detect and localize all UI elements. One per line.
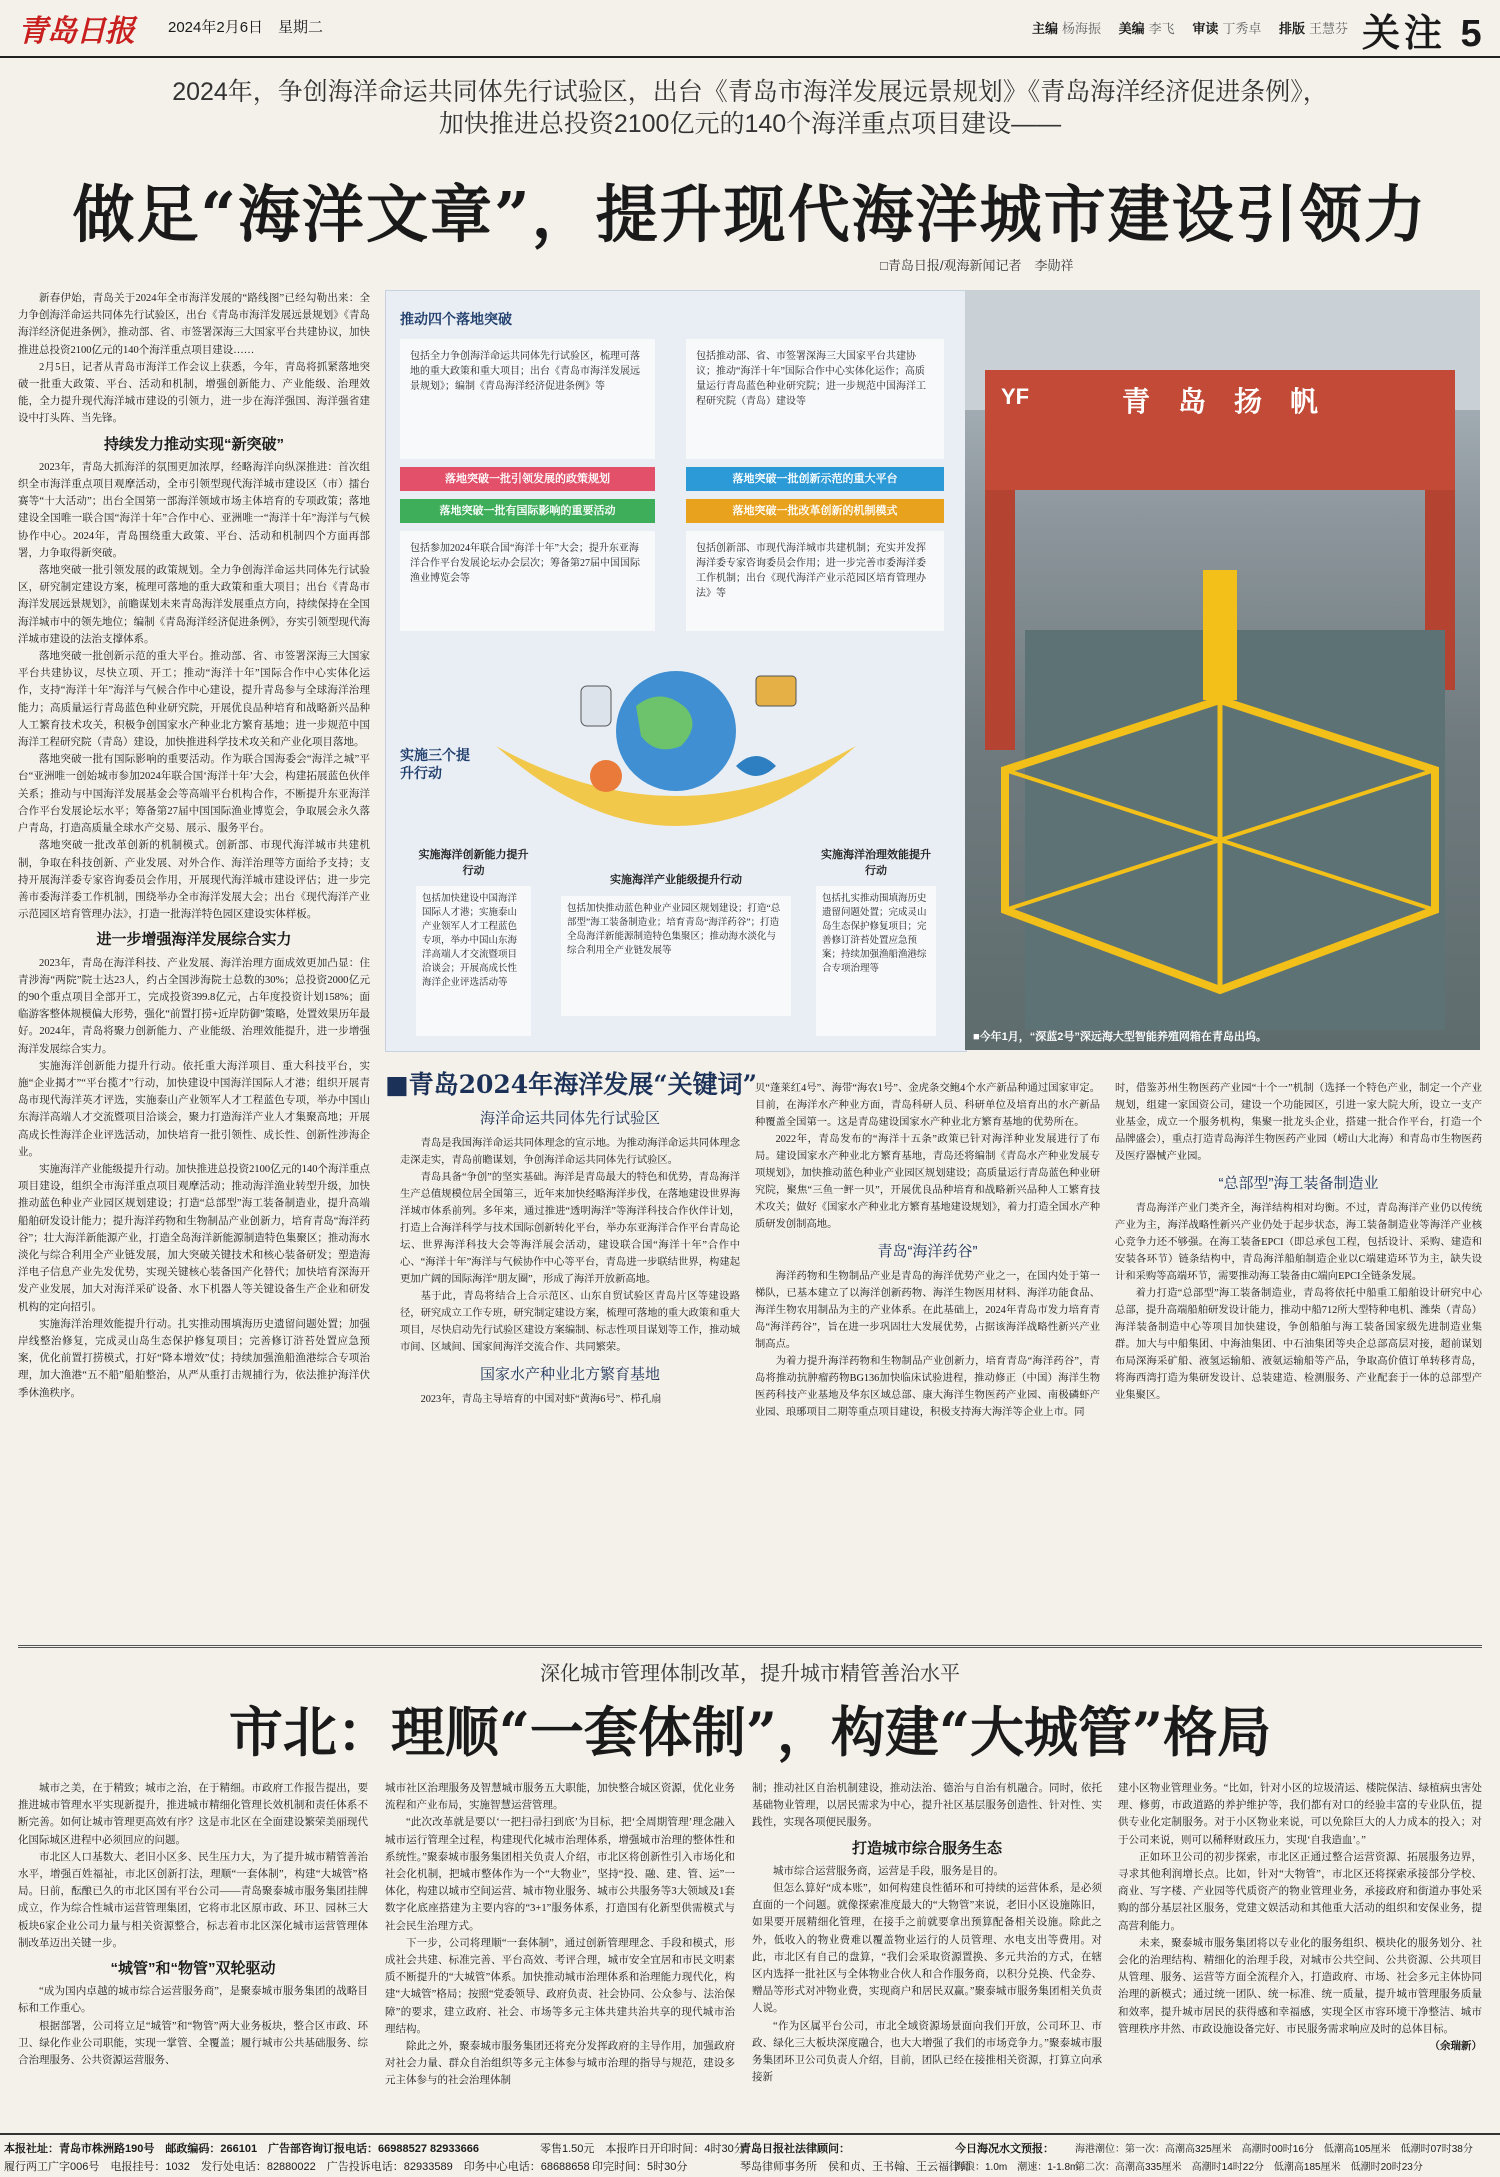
- breakthrough-bar-mechanism: 落地突破一批改革创新的机制模式: [686, 499, 944, 523]
- breakthrough-bar-activity: 落地突破一批有国际影响的重要活动: [400, 499, 655, 523]
- footer-tide-2: 第二次：高潮高335厘米 高潮时14时22分 低潮高185厘米 低潮时20时23分: [1075, 2162, 1423, 2173]
- paragraph: 青岛具备“争创”的坚实基础。海洋是青岛最大的特色和优势，青岛海洋生产总值规模位居全国第三，近年来加快经略海洋步伐，在落地建设世界海洋城市体系前列。多年来，通过推进“透明海洋”等海洋科技合作伙伴计划，打造上合海洋科学与技术国际创新转化平台，举办东亚海洋合作平台青岛论坛、世界海洋科技大会等海洋展会活动，建设联合国“海洋十年”合作中心、“海洋十年”海洋与气候协作中心等平台，青岛进一步联结世界，构建起更加广阔的国际海洋“朋友圈”，形成了海洋开放新高地。: [400, 1172, 740, 1285]
- paragraph: 为着力提升海洋药物和生物制品产业创新力，培育青岛“海洋药谷”，青岛将推动抗肿瘤药物BG136加快临床试验进程，推动修正（中国）海洋生物医药科技产业基地及华东区域总部、康大海洋生物医药产业园、南极磷虾产业园、琅琊项目二期等重点项目建设，积极支持海大海洋等企业上市。同: [755, 1356, 1100, 1418]
- paragraph: “成为国内卓越的城市综合运营服务商”，是聚泰城市服务集团的战略目标和工作重心。: [18, 1986, 368, 2015]
- footer-license: 履行两工广字006号 电报挂号：1032 发行处电话：82880022 广告投诉电话：82933589 印务中心电话：68688658: [4, 2161, 590, 2173]
- keyword-subhead: “总部型”海工装备制造业: [1218, 1175, 1379, 1192]
- paragraph: 下一步，公司将理顺“一套体制”，通过创新管理理念、手段和模式，形成社会共建、标准完善、平台高效、考评合理，城市安全宜居和市民文明素质不断提升的“大城管”体系。加快推动城市治理体系和治理能力现代化，构建“大城管”格局；按照“党委领导、政府负责、社会协同、公众参与、法治保障”的要求，建立政府、社会、市场等多元主体共建共治共享的现代城市治理结构。: [385, 1937, 735, 2035]
- keywords-column: [400, 1100, 740, 1635]
- paragraph: 落地突破一批有国际影响的重要活动。作为联合国海委会“海洋之城”平台“亚洲唯一创始城市参加2024年联合国‘海洋十年’大会，构建拓展蓝色伙伴关系；推动与中国海洋发展基金会等高端平台机构合作，不断提升东亚海洋合作平台发展论坛水平；筹备第27届中国国际渔业博览会，争取展会永久落户青岛，打造高质量全球水产交易、展示、服务平台。: [18, 754, 370, 835]
- footer-price: 零售1.50元 本报昨日开印时间：4时30分: [540, 2143, 745, 2155]
- subhead: 持续发力推动实现“新突破”: [103, 435, 284, 453]
- paragraph: 时，借鉴苏州生物医药产业园“十个一”机制（选择一个特色产业，制定一个产业规划，组建一家国资公司，建设一个功能园区，引进一家大院大所，设立一支产业基金，成立一个服务机构，集聚一批龙头企业，搭建一批合作平台，打造一个品牌盛会），重点打造青岛海洋生物医药产业园（崂山大北海）和青岛市生物医药及医疗器械产业园。: [1115, 1083, 1482, 1162]
- paragraph: 2023年，青岛在海洋科技、产业发展、海洋治理方面成效更加凸显：住青涉海“两院”院士达23人，约占全国涉海院士总数的30%；总投资2000亿元的90个重点项目全部开工，完成投资399.8亿元，占年度投资计划158%；面临游客整体规模偏大形势，强化“前置打捞+近岸防御”策略，处置效果历年最好。2024年，青岛将聚力创新能力、产业能级、治理效能提升，进一步增强海洋发展综合实力。: [18, 957, 370, 1055]
- footer-legal-label: 青岛日报社法律顾问：: [740, 2143, 850, 2155]
- breakthrough-bar-policy: 落地突破一批引领发展的政策规划: [400, 467, 655, 491]
- breakthrough-bar-platform: 落地突破一批创新示范的重大平台: [686, 467, 944, 491]
- footer-address: 本报社址：青岛市株洲路190号 邮政编码：266101 广告部咨询订报电话：66988527 82933666: [4, 2143, 479, 2155]
- footer-tide-1: 海港潮位：第一次：高潮高325厘米 高潮时00时16分 低潮高105厘米 低潮时07时38分: [1075, 2144, 1473, 2155]
- paragraph: 实施海洋创新能力提升行动。依托重大海洋项目、重大科技平台，实施“企业揭才”“平台揽才”行动，加快建设中国海洋国际人才港；组织开展青岛市现代海洋英才评选，实施泰山产业领军人才工程蓝色专项，举办中国山东海洋高端人才交流暨项目洽谈会，聚力打造海洋产业人才集聚高地；开展高成长性海洋企业评选活动，加快培育一批引领性、成长性、创新性涉海企业。: [18, 1060, 370, 1158]
- keywords-section-title: ■青岛2024年海洋发展“关键词”: [385, 1070, 757, 1099]
- paragraph: 城市综合运营服务商，运营是手段，服务是目的。: [773, 1865, 1004, 1877]
- footer-print-time: 印完时间：5时30分: [592, 2161, 688, 2173]
- fish-icon: [736, 756, 776, 776]
- second-story-column: [1118, 1780, 1482, 2130]
- footer-sea-state: 海浪：1.0m 潮速：1-1.8m: [955, 2162, 1079, 2173]
- editor-credits: [1018, 18, 1348, 37]
- credit-name: 丁秀卓: [1222, 21, 1262, 36]
- lead-deck-line-2: 加快推进总投资2100亿元的140个海洋重点项目建设——: [438, 110, 1062, 138]
- lead-byline: □青岛日报/观海新闻记者 李勋祥: [880, 258, 1074, 273]
- lead-headline: 做足“海洋文章”，提升现代海洋城市建设引领力: [72, 178, 1428, 251]
- paragraph: 建小区物业管理业务。“比如，针对小区的垃圾清运、楼院保洁、绿植病虫害处理、修剪，市政道路的养护维护等，我们都有对口的经验丰富的专业队伍，提供专业化定制服务。对于小区物业来说，可以免除巨大的人力成本的投入；对于公司来说，则可以稀释财政压力，实现‘自我造血’。”: [1118, 1783, 1482, 1846]
- crane-sign-text: 青 岛 扬 帆: [1121, 386, 1318, 417]
- paragraph: 2023年，青岛主导培育的中国对虾“黄海6号”、栉孔扇: [420, 1394, 662, 1405]
- paragraph: 青岛海洋产业门类齐全，海洋结构相对均衡。不过，青岛海洋产业仍以传统产业为主，海洋战略性新兴产业仍处于起步状态，海工装备制造业等海洋产业核心竞争力还不够强。在海工装备EPCI（即总承包工程，包括设计、采购、建造和安装各环节）链条结构中，青岛海洋船舶制造企业以C端建造环节为主，缺失设计和采购等高端环节，需要推动海工装备由C端向EPCI全链条发展。: [1115, 1203, 1482, 1282]
- action-box: 包括加快建设中国海洋国际人才港；实施泰山产业领军人才工程蓝色专项，举办中国山东海洋高端人才交流暨项目洽谈会；开展高成长性海洋企业评选活动等: [416, 886, 531, 1036]
- second-story-deck: 深化城市管理体制改革，提升城市精管善治水平: [540, 1663, 960, 1685]
- credit-name: 王慧芬: [1308, 21, 1348, 36]
- section-divider: [18, 1645, 1482, 1648]
- keywords-column: [1115, 1080, 1482, 1635]
- subhead: 打造城市综合服务生态: [851, 1839, 1002, 1857]
- paragraph: 贝“蓬莱红4号”、海带“海农1号”、金虎条交鲍4个水产新品种通过国家审定。目前，在海洋水产种业方面，青岛科研人员、科研单位及培育出的水产新品种覆盖全国第一。这是青岛建设国家水产种业北方繁育基地的优势所在。: [755, 1083, 1100, 1128]
- issue-date: 2024年2月6日 星期二: [168, 19, 324, 36]
- credit-name: 李飞: [1148, 21, 1175, 36]
- photo-caption: ■今年1月，“深蓝2号”深远海大型智能养殖网箱在青岛出坞。: [973, 1031, 1267, 1043]
- robot-icon: [756, 676, 796, 706]
- second-story-headline: 市北：理顺“一套体制”，构建“大城管”格局: [228, 1700, 1272, 1764]
- infographic-box: 包括创新部、市现代海洋城市共建机制；充实并发挥海洋委专家咨询委员会作用；进一步完善市委海洋委工作机制；出台《现代海洋产业示范园区培育管理办法》等: [686, 531, 944, 631]
- action-title: 实施海洋产业能级提升行动: [610, 874, 742, 886]
- news-photo: [965, 290, 1480, 1050]
- credit-label: 排版: [1278, 21, 1305, 36]
- paragraph: 除此之外，聚泰城市服务集团还将充分发挥政府的主导作用，加强政府对社会力量、群众自治组织等多元主体参与城市治理的指导与规范，建设多元主体参与的社会治理体制: [385, 2041, 735, 2087]
- cage-tower: [1203, 570, 1237, 700]
- second-story-column: [752, 1780, 1102, 2130]
- second-story-column: [385, 1780, 735, 2130]
- paragraph: 海洋药物和生物制品产业是青岛的海洋优势产业之一，在国内处于第一梯队，已基本建立了以海洋创新药物、海洋生物医用材料、海洋功能食品、海洋生物农用制品为主的产业体系。在此基础上，2024年青岛市发力培育青岛“海洋药谷”，旨在进一步巩固壮大发展优势，占据该海洋战略性新兴产业制高点。: [755, 1271, 1100, 1350]
- jellyfish-icon: [590, 760, 622, 792]
- sample-jar-icon: [581, 686, 611, 726]
- paragraph: 实施海洋治理效能提升行动。扎实推动围填海历史遗留问题处置；加强岸线整治修复，完成灵山岛生态保护修复项目；完善修订浒苔处置应急预案，优化前置打捞模式，打好“降本增效”仗；持续加强渔船渔港综合专项治理，加大渔港“五不船”船舶整治，从严从重打击规捕行为，依法推护海洋伏季休渔秩序。: [18, 1318, 370, 1399]
- paragraph: 基于此，青岛将结合上合示范区、山东自贸试验区青岛片区等建设路径，研究成立工作专班，研究制定建设方案，梳理可落地的重大政策和重大项目，尽快启动先行试验区建设方案编制、标志性项目谋划等工作，推动城市间、区域间、国家间海洋交流合作、共同繁荣。: [400, 1291, 740, 1353]
- footer-lawyers: 琴岛律师事务所 侯和贞、王书翰、王云福律师: [740, 2161, 971, 2173]
- subhead: 进一步增强海洋发展综合实力: [96, 931, 292, 949]
- paragraph: 正如环卫公司的初步探索，市北区正通过整合运营资源、拓展服务边界，寻求其他利润增长点。比如，针对“大物管”，市北区还将探索承接部分学校、商业、写字楼、产业园等代质资产的物业管理业务，承接政府和街道办事处采购的部分基层社区服务，党建文娱活动和其他重大活动的组织和安保业务，提高营利能力。: [1118, 1851, 1482, 1932]
- keyword-subhead: 青岛“海洋药谷”: [877, 1243, 978, 1260]
- paragraph: 未来，聚泰城市服务集团将以专业化的服务组织、模块化的服务划分、社会化的治理结构、精细化的治理手段，对城市公共空间、公共资源、公共项目从管理、服务、运营等方面全流程介入，打造政府、市场、社会多元主体协同治理的新模式；通过统一团队、统一标准、统一质量，提升城市管理服务质量和效率，提升城市居民的获得感和幸福感，实现全区市容环境干净整洁、城市管理秩序井然、市政设施设备完好、市民服务需求响应及时的总体目标。: [1118, 1937, 1482, 2035]
- credit-label: 美编: [1118, 21, 1145, 36]
- lead-deck-line-1: 2024年，争创海洋命运共同体先行试验区，出台《青岛市海洋发展远景规划》《青岛海洋经济促进条例》，: [172, 78, 1328, 106]
- paragraph: 2022年，青岛发布的“海洋十五条”政策已针对海洋种业发展进行了布局。建设国家水产种业北方繁育基地，青岛还将编制《青岛水产种业发展专项规划》，加快推动蓝色种业产业园区规划建设；高质量运行青岛蓝色种业研究院，聚焦“三鱼一鲆一贝”，开展优良品种培育和战略新兴品种人工繁育技术攻关；做好《国家水产种业北方繁育基地建设规划》，着力打造全国水产种质研发创制高地。: [755, 1134, 1100, 1230]
- paragraph: 着力打造“总部型”海工装备制造业，青岛将依托中船重工船舶设计研究中心总部，提升高端船舶研发设计能力，推动中船712所大型特种电机、潍柴（青岛）海洋装备制造中心等项目加快建设，争创船舶与海工装备国家级先进制造业集群。加大与中船集团、中海油集团、中石油集团等央企总部高层对接，超前谋划布局深海采矿船、液氢运输船、液氨运输船等产品，争取高价值订单转移青岛，将海西湾打造为集研发设计、总装建造、检测服务、产业配套于一体的总部型产业集聚区。: [1115, 1288, 1482, 1401]
- action-box: 包括扎实推动围填海历史遗留问题处置；完成灵山岛生态保护修复项目；完善修订浒苔处置应急预案；持续加强渔船渔港综合专项治理等: [816, 886, 936, 1036]
- infographic-box: 包括参加2024年联合国“海洋十年”大会；提升东亚海洋合作平台发展论坛办会层次；筹备第27届中国国际渔业博览会等: [400, 531, 655, 631]
- article-author: （余瑞新）: [1429, 2041, 1482, 2053]
- paragraph: 青岛是我国海洋命运共同体理念的宣示地。为推动海洋命运共同体理念走深走实，青岛前瞻谋划，争创海洋命运共同体先行试验区。: [400, 1138, 740, 1166]
- credit-label: 审读: [1192, 21, 1219, 36]
- paragraph: 城市之美，在于精致；城市之治，在于精细。市政府工作报告提出，要推进城市管理水平实现新提升，推进城市精细化管理长效机制和责任体系不断完善。如何让城市管理更高效有序？这是市北区在全面建设繁荣美丽现代化国际城区进程中必须回应的问题。: [18, 1783, 368, 1846]
- paragraph: 市北区人口基数大、老旧小区多、民生压力大，为了提升城市精管善治水平，增强百姓福祉，市北区创新打法，理顺“一套体制”，构建“大城管”格局。日前，酝酿已久的市北区国有平台公司——青岛聚泰城市服务集团挂牌成立，作为综合性城市运营管理集团，它将市北区原市政、环卫、园林三大板块6家企业公司力量与相关资源整合，标志着市北区深化城市运营管理体制改革迈出关键一步。: [18, 1851, 368, 1949]
- paragraph: 2023年，青岛大抓海洋的氛围更加浓厚，经略海洋向纵深推进：首次组织全市海洋重点项目观摩活动，全市引领型现代海洋城市建设区（市）擂台赛等“十大活动”；出台全国第一部海洋领域市场主体培育的专项政策；落地建设全国唯一联合国“海洋十年”合作中心、亚洲唯一“海洋十年”海洋与气候协作中心。2024年，青岛围绕重大政策、平台、活动和机制四个方面再部署，力争取得新突破。: [18, 461, 370, 559]
- infographic-box: 包括推动部、省、市签署深海三大国家平台共建协议；推动“海洋十年”国际合作中心实体化运作；高质量运行青岛蓝色种业研究院；进一步规范中国海洋工程研究院（青岛）建设等: [686, 339, 944, 459]
- crane-logo-text: YF: [1001, 384, 1030, 409]
- paragraph: 城市社区治理服务及智慧城市服务五大职能，加快整合城区资源，优化业务流程和产业布局，实施智慧运营管理。: [385, 1783, 735, 1812]
- paragraph: 落地突破一批改革创新的机制模式。创新部、市现代海洋城市共建机制，争取在科技创新、产业发展、对外合作、海洋治理等方面给予支持；支持开展海洋委专家咨询委员会作用，开展现代海洋城市建设评估；进一步完善市委海洋委工作机制，围绕举办全市海洋发展大会；出台《现代海洋产业示范园区培育管理办法》，打造一批海洋特色园区建设实体样板。: [18, 840, 370, 921]
- newspaper-logo: 青岛日报: [18, 14, 134, 49]
- keyword-subhead: 国家水产种业北方繁育基地: [479, 1366, 660, 1383]
- masthead: [0, 0, 1500, 58]
- credit-name: 杨海振: [1062, 21, 1102, 36]
- infographic-panel: [385, 290, 967, 1052]
- infographic-title-three-actions: 实施三个提升行动: [400, 747, 470, 781]
- paragraph: 根据部署，公司将立足“城管”和“物管”两大业务板块，整合区市政、环卫、绿化作业公司职能，实现一掌管、全覆盖；履行城市公共基础服务、综合治理服务、公共资源运营服务、: [18, 2020, 368, 2067]
- page-footer: [0, 2133, 1500, 2177]
- paragraph: 制；推动社区自治机制建设，推动法治、德治与自治有机融合。同时，依托基础物业管理，以居民需求为中心，提升社区基层服务创造性、针对性、实践性，实现各项便民服务。: [752, 1783, 1102, 1829]
- paragraph: “此次改革就是要以‘一把扫帚扫到底’为目标，把‘全周期管理’理念融入城市运行管理全过程，构建现代化城市治理体系，增强城市治理的整体性和系统性。”聚泰城市服务集团相关负责人介绍，市北区将创新性引入市场化和社会化机制，把城市整体作为一个“大物业”，坚持“投、融、建、管、运”一体化，构建以城市空间运营、城市物业服务、城市公共服务等3大领域及1套数字化底座搭建为主要内容的“3+1”服务体系，打造国有化新型供需模式与社会民生治理方式。: [385, 1817, 735, 1932]
- keywords-column: [755, 1080, 1100, 1635]
- footer-weather-label: 今日海况水文预报：: [955, 2143, 1054, 2155]
- paragraph: 2月5日，记者从青岛市海洋工作会议上获悉，今年，青岛将抓紧落地突破一批重大政策、平台、活动和机制，增强创新能力、产业能级、治理效能，全力提升现代海洋城市建设的引领力，进一步在海洋强国、海洋强省建设中打头阵、当先锋。: [18, 361, 370, 425]
- second-story-column: [18, 1780, 368, 2130]
- paragraph: 落地突破一批创新示范的重大平台。推动部、省、市签署深海三大国家平台共建协议，尽快立项、开工；推动“海洋十年”国际合作中心实体化运作，支持“海洋十年”海洋与气候合作中心建设，提升青岛参与全球海洋治理能力；高质量运行青岛蓝色种业研究院，开展优良品种培育和战略新兴品种人工繁育技术攻关，积极争创国家水产种业北方繁育基地；进一步规范中国海洋工程研究院（青岛）建设，加快推进科学技术攻关和产业化项目落地。: [18, 651, 370, 749]
- paragraph: 但怎么算好“成本账”，如何构建良性循环和可持续的运营体系，是必须直面的一个问题。就像探索准度最大的“大物管”来说，老旧小区设施陈旧，如果要开展精细化管理，在接手之前就要拿出预算配备相关设施。除此之外，低收入的物业费难以覆盖物业运行的人员管理、水电支出等费用。对此，市北区有自己的盘算，“我们会采取资源置换、多元共治的方式，在辖区内选择一批社区与全体物业合伙人和合作服务商，以积分兑换、代金券、赠品等形式对冲物业费，实现商户和居民双赢。”聚泰城市服务集团相关负责人说。: [752, 1883, 1102, 2015]
- paragraph: 落地突破一批引领发展的政策规划。全力争创海洋命运共同体先行试验区，研究制定建设方案，梳理可落地的重大政策和重大项目；出台《青岛市海洋发展远景规划》，前瞻谋划未来青岛海洋发展重点方向，持续保持在全国海洋城市中的领先地位；编制《青岛海洋经济促进条例》，夯实引领型现代海洋城市建设的法治支撑体系。: [18, 565, 370, 645]
- subhead: “城管”和“物管”双轮驱动: [110, 1960, 276, 1978]
- infographic-box: 包括全力争创海洋命运共同体先行试验区，梳理可落地的重大政策和重大项目；出台《青岛市海洋发展远景规划》；编制《青岛海洋经济促进条例》等: [400, 339, 655, 459]
- action-box: 包括加快推动蓝色种业产业园区规划建设；打造“总部型”海工装备制造业；培育青岛“海洋药谷”；打造全岛海洋新能源制造特色集聚区；推动海水淡化与综合利用全产业链发展等: [561, 896, 791, 1016]
- crane-leg: [985, 490, 1015, 750]
- action-title: 实施海洋创新能力提升行动: [418, 849, 529, 877]
- infographic-title-four-breakthroughs: 推动四个落地突破: [400, 311, 512, 327]
- page-section-label: 关注 5: [1362, 13, 1486, 55]
- paragraph: 新春伊始，青岛关于2024年全市海洋发展的“路线图”已经勾勒出来：全力争创海洋命运共同体先行试验区，出台《青岛市海洋发展远景规划》《青岛海洋经济促进条例》，推动部、省、市签署深海三大国家平台共建协议，加快推进总投资2100亿元的140个海洋重点项目建设……: [18, 293, 370, 356]
- keyword-subhead: 海洋命运共同体先行试验区: [479, 1110, 660, 1127]
- paragraph: 实施海洋产业能级提升行动。加快推进总投资2100亿元的140个海洋重点项目建设，组织全市海洋重点项目观摩活动；推动海洋渔业转型升级，加快推动蓝色种业产业园区规划建设；打造“总部型”海工装备制造业，提升高端船舶研发设计能力；提升海洋药物和生物制品产业创新力，培育青岛“海洋药谷”；壮大海洋新能源产业，打造全岛海洋新能源制造特色集聚区；推动海水淡化与综合利用全产业链发展，加大突破关键技术和核心装备研发；塑造海洋电子信息产业先发优势，实现关键核心装备国产化替代；加快培育深海开发产业发展，加大对海洋采矿设备、水下机器人等关键设备生产企业和研发机构的定向招引。: [18, 1163, 370, 1313]
- action-title: 实施海洋治理效能提升行动: [821, 849, 931, 877]
- paragraph: “作为区属平台公司，市北全域资源场景面向我们开放，公司环卫、市政、绿化三大板块深度融合，也大大增强了我们的市场竞争力。”聚泰城市服务集团环卫公司负责人介绍，目前，团队已经在接推相关资源，打算立向承接新: [752, 2020, 1102, 2084]
- ocean-illustration: [486, 646, 866, 826]
- credit-label: 主编: [1032, 21, 1059, 36]
- lead-article-column: [18, 290, 370, 1635]
